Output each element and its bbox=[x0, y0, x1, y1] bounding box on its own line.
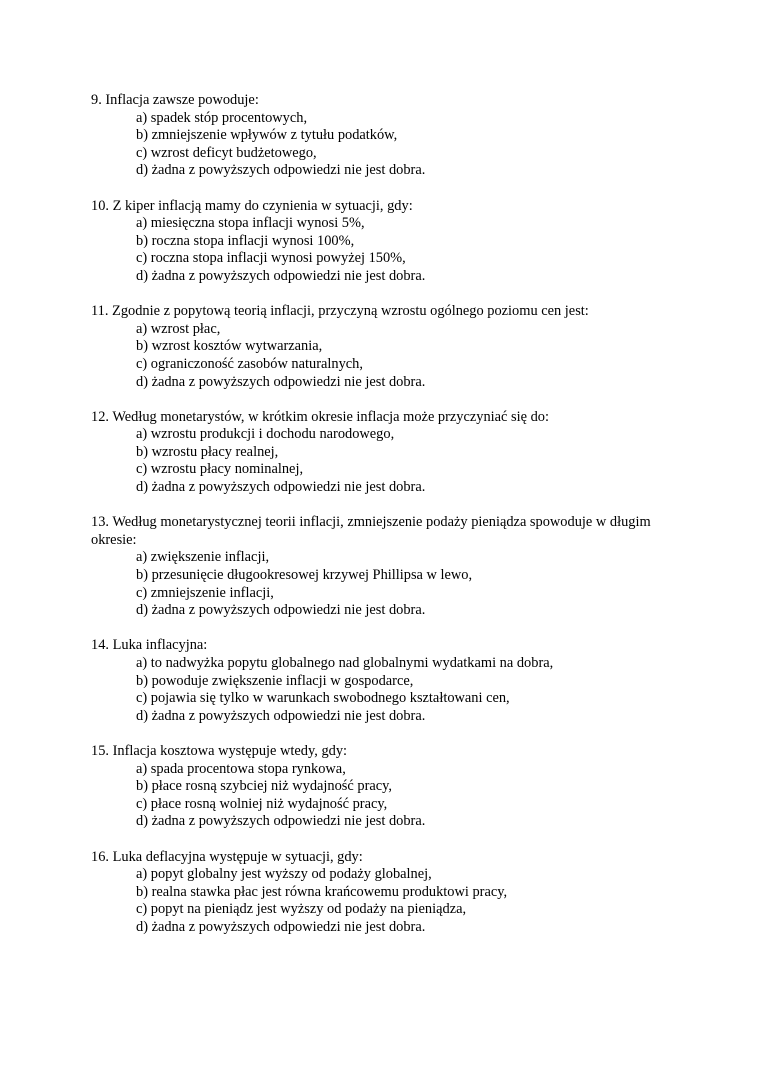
question-text: 11. Zgodnie z popytową teorią inflacji, przyczyną wzrostu ogólnego poziomu cen jest: bbox=[91, 303, 589, 320]
answer-b: b) przesunięcie długookresowej krzywej Phillipsa w lewo, bbox=[136, 567, 473, 584]
answer-b: b) wzrostu płacy realnej, bbox=[136, 443, 279, 460]
question-9 bbox=[91, 92, 661, 180]
question-text: 13. Według monetarystycznej teorii inflacji, zmniejszenie podaży pieniądza spowoduje w długim okresie: bbox=[91, 514, 651, 548]
answer-c: c) popyt na pieniądz jest wyższy od podaży na pieniądza, bbox=[136, 901, 467, 918]
answer-a: a) to nadwyżka popytu globalnego nad globalnymi wydatkami na dobra, bbox=[136, 655, 554, 671]
question-text: 14. Luka inflacyjna: bbox=[91, 637, 208, 654]
answer-d: d) żadna z powyższych odpowiedzi nie jest dobra. bbox=[136, 162, 426, 179]
answer-b: b) wzrost kosztów wytwarzania, bbox=[136, 338, 323, 355]
answer-a: a) zwiększenie inflacji, bbox=[136, 549, 270, 566]
answer-a: a) wzrostu produkcji i dochodu narodowego, bbox=[136, 426, 395, 443]
answer-a: a) miesięczna stopa inflacji wynosi 5%, bbox=[136, 215, 365, 232]
question-13 bbox=[91, 514, 661, 620]
question-text: 15. Inflacja kosztowa występuje wtedy, gdy: bbox=[91, 742, 348, 759]
answer-c: c) płace rosną wolniej niż wydajność pracy, bbox=[136, 795, 388, 812]
question-15 bbox=[91, 743, 661, 831]
answer-d: d) żadna z powyższych odpowiedzi nie jest dobra. bbox=[136, 707, 426, 724]
answer-b: b) realna stawka płac jest równa krańcowemu produktowi pracy, bbox=[136, 883, 508, 900]
answer-a: a) wzrost płac, bbox=[136, 320, 221, 337]
answer-c: c) zmniejszenie inflacji, bbox=[136, 584, 274, 601]
answer-b: b) płace rosną szybciej niż wydajność pracy, bbox=[136, 778, 392, 795]
question-12 bbox=[91, 409, 661, 497]
question-text: 16. Luka deflacyjna występuje w sytuacji, gdy: bbox=[91, 848, 363, 865]
answer-d: d) żadna z powyższych odpowiedzi nie jest dobra. bbox=[136, 918, 426, 935]
answer-c: c) wzrostu płacy nominalnej, bbox=[136, 461, 304, 478]
question-11 bbox=[91, 303, 661, 391]
question-text: 10. Z kiper inflacją mamy do czynienia w sytuacji, gdy: bbox=[91, 197, 413, 214]
question-list bbox=[91, 92, 661, 954]
question-text: 9. Inflacja zawsze powoduje: bbox=[91, 92, 259, 108]
question-16 bbox=[91, 849, 661, 937]
answer-d: d) żadna z powyższych odpowiedzi nie jest dobra. bbox=[136, 373, 426, 390]
answer-d: d) żadna z powyższych odpowiedzi nie jest dobra. bbox=[136, 267, 426, 284]
answer-a: a) spadek stóp procentowych, bbox=[136, 109, 308, 126]
question-text: 12. Według monetarystów, w krótkim okresie inflacja może przyczyniać się do: bbox=[91, 408, 550, 425]
answer-c: c) wzrost deficyt budżetowego, bbox=[136, 144, 317, 161]
answer-b: b) roczna stopa inflacji wynosi 100%, bbox=[136, 232, 355, 249]
question-10 bbox=[91, 198, 661, 286]
answer-a: a) spada procentowa stopa rynkowa, bbox=[136, 760, 346, 777]
answer-c: c) roczna stopa inflacji wynosi powyżej 150%, bbox=[136, 250, 406, 267]
answer-d: d) żadna z powyższych odpowiedzi nie jest dobra. bbox=[136, 813, 426, 830]
answer-d: d) żadna z powyższych odpowiedzi nie jest dobra. bbox=[136, 479, 426, 496]
answer-a: a) popyt globalny jest wyższy od podaży globalnej, bbox=[136, 866, 432, 883]
answer-d: d) żadna z powyższych odpowiedzi nie jest dobra. bbox=[136, 602, 426, 619]
question-14 bbox=[91, 637, 661, 725]
answer-b: b) zmniejszenie wpływów z tytułu podatków, bbox=[136, 127, 398, 144]
answer-c: c) ograniczoność zasobów naturalnych, bbox=[136, 355, 363, 372]
answer-b: b) powoduje zwiększenie inflacji w gospodarce, bbox=[136, 672, 414, 689]
answer-c: c) pojawia się tylko w warunkach swobodnego kształtowani cen, bbox=[136, 690, 510, 707]
